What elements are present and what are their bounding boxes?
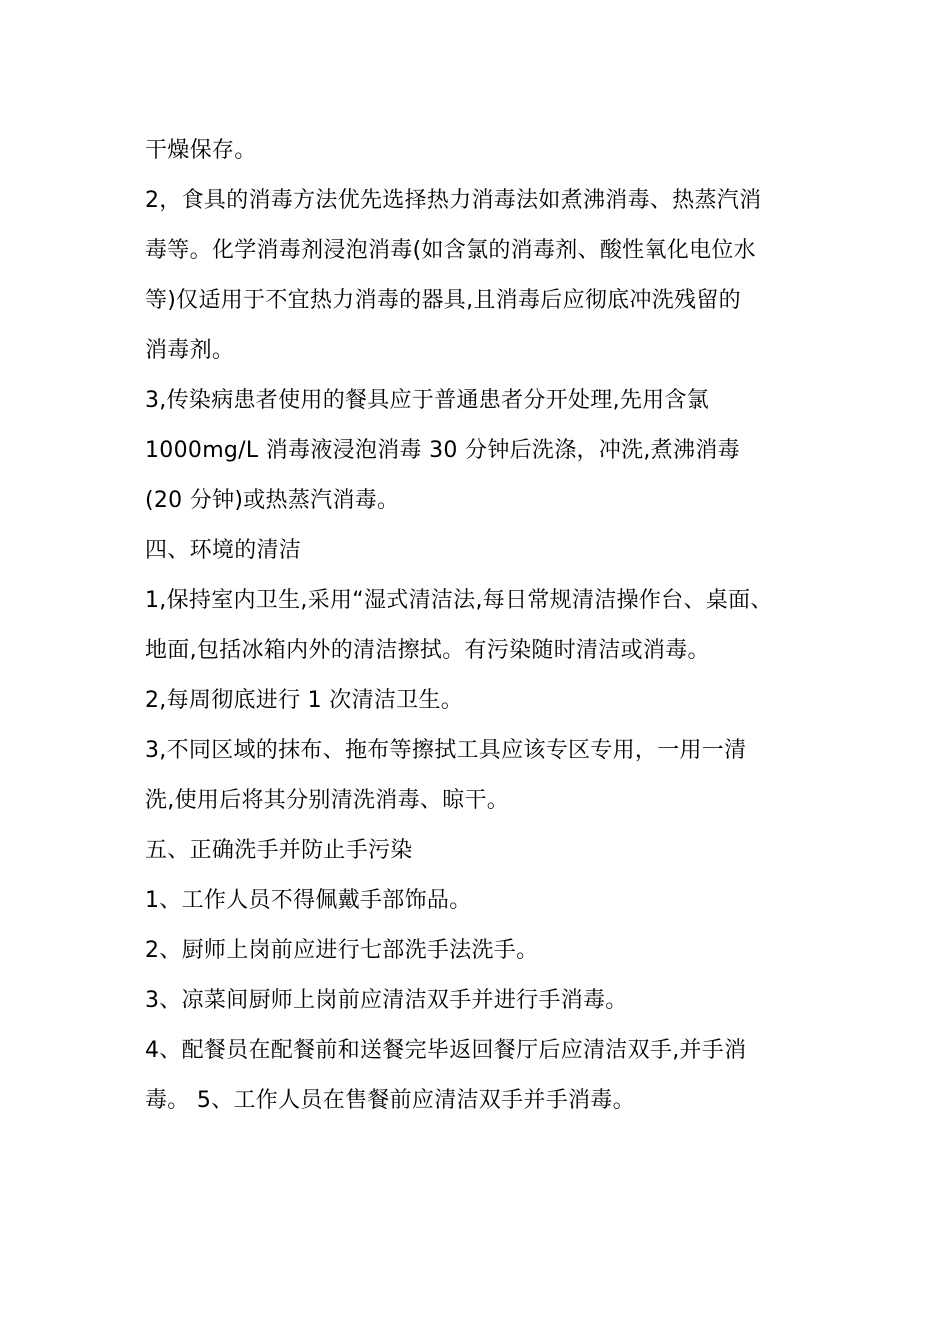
text-line: 洗,使用后将其分别清洗消毒、晾干。: [145, 788, 510, 813]
text-line: 消毒剂。: [145, 338, 235, 363]
text-line: 干燥保存。: [145, 138, 257, 163]
text-line: 2,每周彻底进行 1 次清洁卫生。: [145, 688, 464, 713]
text-line: 毒。 5、工作人员在售餐前应清洁双手并手消毒。: [145, 1088, 635, 1113]
text-line: 3,传染病患者使用的餐具应于普通患者分开处理,先用含氯: [145, 388, 710, 413]
text-line: 毒等。化学消毒剂浸泡消毒(如含氯的消毒剂、酸性氧化电位水: [145, 238, 756, 263]
text-line: 1000mg/L 消毒液浸泡消毒 30 分钟后洗涤，冲洗,煮沸消毒: [145, 438, 740, 463]
section-heading: 五、正确洗手并防止手污染: [145, 838, 413, 863]
text-line: 等)仅适用于不宜热力消毒的器具,且消毒后应彻底冲洗残留的: [145, 288, 741, 313]
text-line: 2，食具的消毒方法优先选择热力消毒法如煮沸消毒、热蒸汽消: [145, 188, 762, 213]
text-line: 4、配餐员在配餐前和送餐完毕返回餐厅后应清洁双手,并手消: [145, 1038, 747, 1063]
text-line: 1,保持室内卫生,采用“湿式清洁法,每日常规清洁操作台、桌面、: [145, 588, 773, 613]
text-line: 3,不同区域的抹布、拖布等擦拭工具应该专区专用，一用一清: [145, 738, 747, 763]
text-line: 2、厨师上岗前应进行七部洗手法洗手。: [145, 938, 539, 963]
document-body: [145, 126, 825, 1126]
text-line: 地面,包括冰箱内外的清洁擦拭。有污染随时清洁或消毒。: [145, 638, 710, 663]
text-line: (20 分钟)或热蒸汽消毒。: [145, 488, 400, 513]
text-line: 3、凉菜间厨师上岗前应清洁双手并进行手消毒。: [145, 988, 628, 1013]
text-line: 1、工作人员不得佩戴手部饰品。: [145, 888, 472, 913]
section-heading: 四、环境的清洁: [145, 538, 302, 563]
